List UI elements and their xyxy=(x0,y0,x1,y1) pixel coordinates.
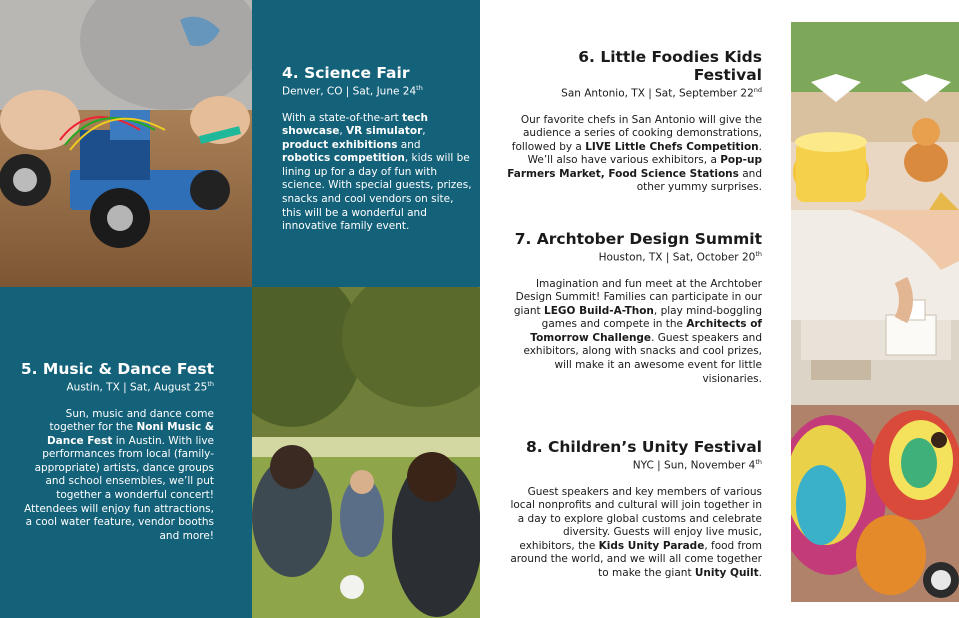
description-text: Guest speakers and key members of various local nonprofits and cultural will join together in a day to explore global customs and celebrate diversity. Guests will enjoy live music, exhibitors, the xyxy=(510,485,762,552)
highlight-text: VR simulator xyxy=(346,125,423,138)
music-dance-panel xyxy=(0,287,252,618)
description-text: and xyxy=(397,138,421,151)
dancers-photo xyxy=(791,405,959,602)
highlight-text: tech showcase xyxy=(282,111,428,138)
description-text: . xyxy=(758,567,762,580)
event-location: NYC | Sun, November 4th xyxy=(632,458,762,472)
unity-block xyxy=(505,438,762,581)
description-text: and other yummy surprises. xyxy=(636,167,762,194)
event-description xyxy=(505,486,762,581)
description-text: . Guest speakers and exhibitors, along with snacks and cool prizes, will make it an awesome event for little visionaries. xyxy=(523,331,762,385)
foodies-block xyxy=(505,48,762,195)
highlight-text: Noni Music & Dance Fest xyxy=(46,421,214,447)
highlight-text: LEGO Build-A-Thon xyxy=(544,304,654,317)
description-text: , xyxy=(339,125,347,138)
highlight-text: Architects of Tomorrow Challenge xyxy=(530,318,762,344)
highlight-text: Pop-up Farmers Market, Food Science Stations xyxy=(507,154,762,180)
event-title: 6. Little Foodies Kids Festival xyxy=(578,48,762,84)
concert-photo xyxy=(252,287,480,618)
description-text: in Austin. With live performances from local (family-appropriate) artists, dance groups and school ensembles, we’ll put together a wonderful concert! Attendees will enjoy fun attractions, a cool water feature, vendor booths and more! xyxy=(24,434,214,542)
description-text: . We’ll also have various exhibitors, a xyxy=(527,140,762,167)
event-title: 7. Archtober Design Summit xyxy=(514,230,762,248)
lego-photo xyxy=(791,210,959,405)
archtober-block xyxy=(505,230,762,386)
highlight-text: LIVE Little Chefs Competition xyxy=(585,140,759,153)
highlight-text: Unity Quilt xyxy=(694,567,759,580)
description-text: , xyxy=(422,125,426,138)
description-text: Sun, music and dance come together for the xyxy=(49,407,214,434)
event-description xyxy=(505,114,762,196)
description-text: Our favorite chefs in San Antonio will give the audience a series of cooking demonstrations, followed by a xyxy=(511,113,762,153)
description-text: With a state-of-the-art xyxy=(282,111,403,124)
event-description xyxy=(505,278,762,387)
event-location: San Antonio, TX | Sat, September 22nd xyxy=(561,86,762,100)
event-description xyxy=(20,408,214,544)
event-location: Houston, TX | Sat, October 20th xyxy=(598,250,762,264)
event-title: 5. Music & Dance Fest xyxy=(20,360,214,378)
description-text: , kids will be lining up for a day of fun with science. With special guests, prizes, snacks and cool vendors on site, this will be a wonderful and innovative family event. xyxy=(282,152,472,233)
food-photo xyxy=(791,22,959,210)
highlight-text: Kids Unity Parade xyxy=(598,539,705,552)
event-title: 8. Children’s Unity Festival xyxy=(525,438,762,456)
event-title: 4. Science Fair xyxy=(282,64,410,82)
event-description xyxy=(282,112,472,234)
event-location: Austin, TX | Sat, August 25th xyxy=(66,380,214,394)
highlight-text: robotics competition xyxy=(282,152,405,165)
science-fair-panel xyxy=(252,0,480,287)
description-text: , food from around the world, and we will all come together to make the giant xyxy=(510,539,762,580)
description-text: Imagination and fun meet at the Archtober Design Summit! Families can participate in our giant xyxy=(513,277,762,317)
robot-photo xyxy=(0,0,252,287)
highlight-text: product exhibitions xyxy=(282,138,398,151)
event-location: Denver, CO | Sat, June 24th xyxy=(282,84,423,98)
description-text: , play mind-boggling games and compete in the xyxy=(541,304,762,331)
